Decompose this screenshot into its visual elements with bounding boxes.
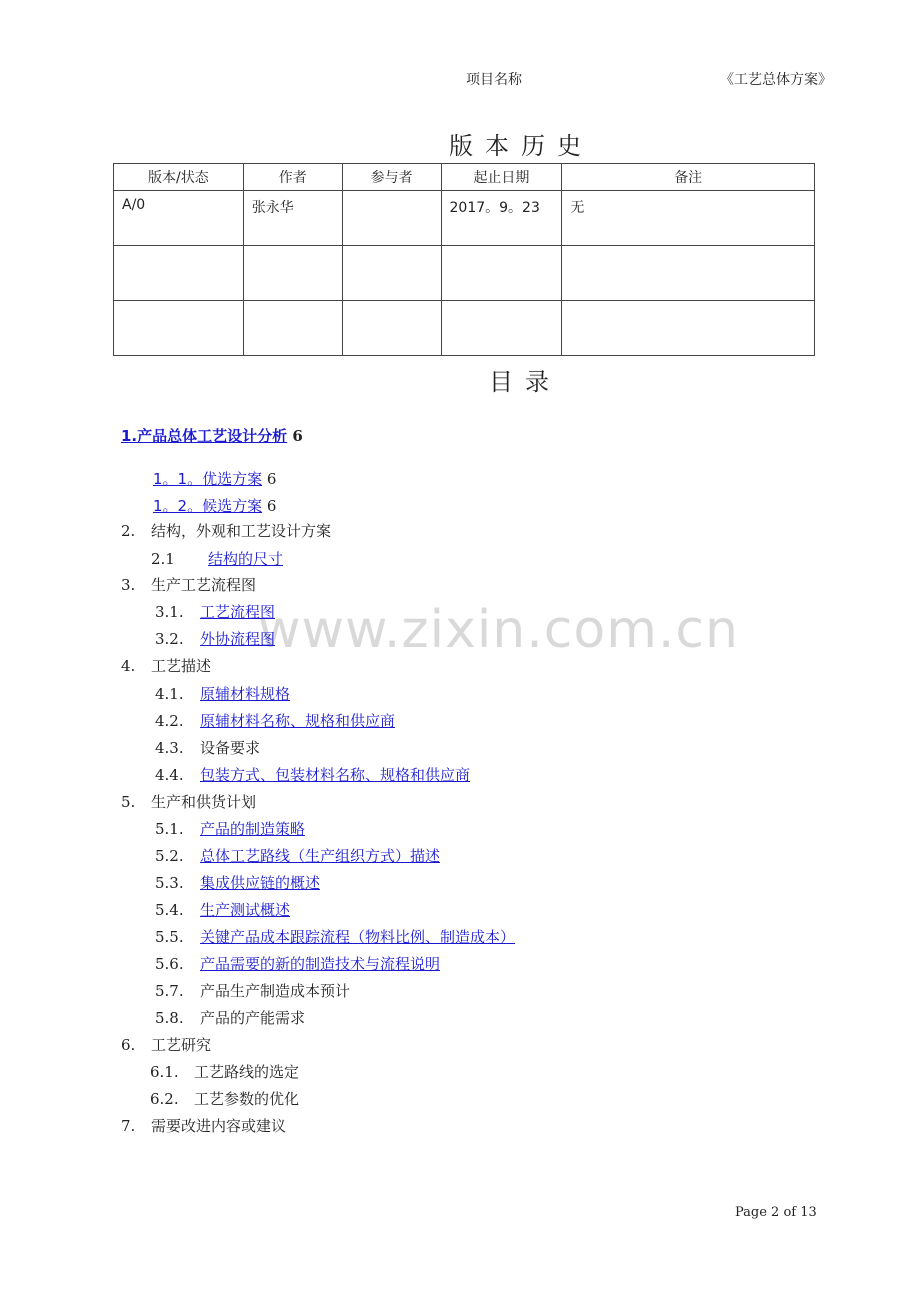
toc-link[interactable]: 原辅材料规格 <box>200 685 291 703</box>
table-cell <box>243 246 342 301</box>
toc-link[interactable]: 原辅材料名称、规格和供应商 <box>200 712 396 730</box>
toc-link[interactable]: 1。1。优选方案 <box>153 470 263 488</box>
toc-link[interactable]: 生产测试概述 <box>200 901 291 919</box>
toc-link[interactable]: 总体工艺路线（生产组织方式）描述 <box>200 847 441 865</box>
col-header-date: 起止日期 <box>441 164 562 191</box>
toc-entry-1-1[interactable] <box>153 468 276 489</box>
toc-entry-5-4[interactable]: 5.4. 生产测试概述 <box>155 901 291 919</box>
table-cell <box>562 301 815 356</box>
toc-entry-5-3[interactable]: 5.3. 集成供应链的概述 <box>155 874 321 892</box>
table-cell <box>441 301 562 356</box>
toc-title: 目录 <box>489 368 561 396</box>
toc-entry-5-7: 5.7. 产品生产制造成本预计 <box>155 982 351 1000</box>
toc-entry-6-2: 6.2. 工艺参数的优化 <box>150 1090 300 1108</box>
table-cell <box>243 301 342 356</box>
version-history-table <box>113 163 815 356</box>
toc-link[interactable]: 关键产品成本跟踪流程（物料比例、制造成本） <box>200 928 516 946</box>
table-cell: A/0 <box>114 191 244 246</box>
toc-link[interactable]: 产品的制造策略 <box>200 820 306 838</box>
toc-entry-3-1[interactable]: 3.1. 工艺流程图 <box>155 603 276 621</box>
table-cell <box>114 301 244 356</box>
page-number-footer: Page 2 of 13 <box>735 1205 817 1220</box>
toc-link[interactable]: 1。2。候选方案 <box>153 497 263 515</box>
table-row <box>114 301 815 356</box>
toc-link[interactable]: 结构的尺寸 <box>208 550 284 568</box>
toc-link[interactable]: 包装方式、包装材料名称、规格和供应商 <box>200 766 471 784</box>
col-header-notes: 备注 <box>562 164 815 191</box>
toc-entry-6-1: 6.1. 工艺路线的选定 <box>150 1063 300 1081</box>
toc-entry-4: 4. 工艺描述 <box>121 657 212 675</box>
toc-entry-6: 6. 工艺研究 <box>121 1036 212 1054</box>
header-doc-title: 《工艺总体方案》 <box>720 72 832 88</box>
toc-entry-2: 2. 结构，外观和工艺设计方案 <box>121 522 332 540</box>
col-header-version: 版本/状态 <box>114 164 244 191</box>
toc-link[interactable]: 产品需要的新的制造技术与流程说明 <box>200 955 441 973</box>
table-cell <box>562 246 815 301</box>
header-project-name: 项目名称 <box>466 72 522 88</box>
table-cell: 无 <box>562 191 815 246</box>
toc-entry-1[interactable] <box>121 425 303 446</box>
table-header-row <box>114 164 815 191</box>
table-cell <box>342 246 441 301</box>
toc-link[interactable]: 集成供应链的概述 <box>200 874 321 892</box>
toc-entry-5-1[interactable]: 5.1. 产品的制造策略 <box>155 820 306 838</box>
toc-entry-4-1[interactable]: 4.1. 原辅材料规格 <box>155 685 291 703</box>
toc-entry-3: 3. 生产工艺流程图 <box>121 576 257 594</box>
toc-page-number: 6 <box>266 497 277 515</box>
toc-entry-4-4[interactable]: 4.4. 包装方式、包装材料名称、规格和供应商 <box>155 766 471 784</box>
toc-entry-2-1[interactable]: 2.1 结构的尺寸 <box>151 550 284 568</box>
table-cell <box>342 191 441 246</box>
version-history-title: 版本历史 <box>449 132 593 160</box>
toc-entry-1-2[interactable] <box>153 495 276 516</box>
table-row <box>114 246 815 301</box>
table-cell <box>342 301 441 356</box>
toc-entry-7: 7. 需要改进内容或建议 <box>121 1117 287 1135</box>
col-header-author: 作者 <box>243 164 342 191</box>
table-cell <box>441 246 562 301</box>
toc-entry-5-2[interactable]: 5.2. 总体工艺路线（生产组织方式）描述 <box>155 847 441 865</box>
toc-entry-5-8: 5.8. 产品的产能需求 <box>155 1009 306 1027</box>
table-cell <box>114 246 244 301</box>
table-cell: 2017。9。23 <box>441 191 562 246</box>
toc-page-number: 6 <box>292 427 303 445</box>
col-header-participants: 参与者 <box>342 164 441 191</box>
watermark: www.zixin.com.cn <box>258 600 739 660</box>
toc-entry-4-2[interactable]: 4.2. 原辅材料名称、规格和供应商 <box>155 712 396 730</box>
toc-entry-5-5[interactable]: 5.5. 关键产品成本跟踪流程（物料比例、制造成本） <box>155 928 516 946</box>
toc-entry-3-2[interactable]: 3.2. 外协流程图 <box>155 630 276 648</box>
toc-page-number: 6 <box>266 470 277 488</box>
toc-entry-5-6[interactable]: 5.6. 产品需要的新的制造技术与流程说明 <box>155 955 441 973</box>
table-cell: 张永华 <box>243 191 342 246</box>
toc-link[interactable]: 外协流程图 <box>200 630 276 648</box>
toc-entry-4-3: 4.3. 设备要求 <box>155 739 261 757</box>
toc-entry-5: 5. 生产和供货计划 <box>121 793 257 811</box>
table-row <box>114 191 815 246</box>
toc-link[interactable]: 1.产品总体工艺设计分析 <box>121 427 288 445</box>
toc-link[interactable]: 工艺流程图 <box>200 603 276 621</box>
